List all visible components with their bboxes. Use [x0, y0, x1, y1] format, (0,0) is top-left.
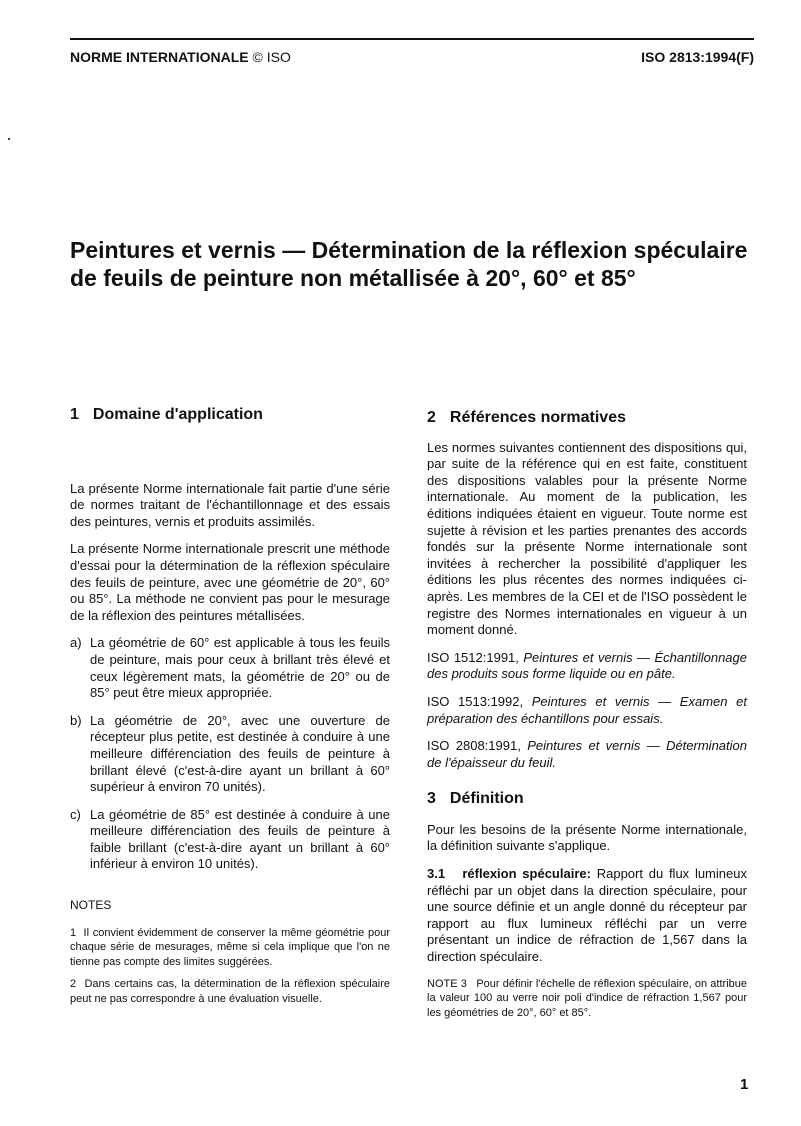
section-3-heading: 3 Définition	[427, 790, 524, 808]
definition-term: réflexion spéculaire:	[462, 866, 591, 882]
normative-reference: ISO 1513:1992, Peintures et vernis — Examen et préparation des échantillons pour essais.	[427, 693, 747, 726]
note-2: 2 Dans certains cas, la détermination de la réflexion spéculaire peut ne pas correspondre à une évaluation visuelle.	[70, 978, 390, 1006]
section-1-para-2: La présente Norme internationale prescrit une méthode d'essai pour la détermination de la réflexion spéculaire des feuils de peinture, avec une géométrie de 20°, 60° ou 85°. La méthode ne convient pas pour le mesurage de la réflexion des peintures métallisées.	[70, 541, 390, 623]
page-header	[70, 38, 754, 65]
section-1-para-1: La présente Norme internationale fait partie d'une série de normes traitant de l'échantillonnage et des essais des peintures, vernis et produits assimilés.	[70, 480, 390, 529]
note-1: 1 Il convient évidemment de conserver la même géométrie pour chaque série de mesurages, même si cela implique que l'on ne tienne pas compte des limites suggérées.	[70, 926, 390, 968]
notes-title: NOTES	[70, 898, 112, 913]
scan-speck	[8, 138, 10, 140]
header-left: NORME INTERNATIONALE © ISO	[70, 49, 291, 65]
page-number: 1	[740, 1076, 749, 1093]
section-3-intro: Pour les besoins de la présente Norme internationale, la définition suivante s'applique.	[427, 821, 747, 854]
definition-3-1: 3.1 réflexion spéculaire: Rapport du flux lumineux réfléchi par un objet dans la direction spéculaire, pour une source définie et un angle donné du récepteur par rapport au flux lumineux réfléchi par un verre présentant un indice de réfraction de 1,567 dans la direction spéculaire.	[427, 866, 747, 965]
document-title: Peintures et vernis — Détermination de la réflexion spéculaire de feuils de peinture non métallisée à 20°, 60° et 85°	[70, 237, 748, 291]
left-column	[70, 407, 390, 1007]
list-item: a) La géométrie de 60° est applicable à tous les feuils de peinture, mais pour ceux à brillant très élevé et ceux légèrement mats, la géométrie de 20° ou de 85° peut être mieux appropriée.	[70, 635, 390, 701]
normative-reference: ISO 2808:1991, Peintures et vernis — Détermination de l'épaisseur du feuil.	[427, 738, 747, 770]
standard-number: ISO 2813:1994(F)	[641, 49, 754, 65]
section-2-heading: 2 Références normatives	[427, 409, 626, 426]
list-item: b) La géométrie de 20°, avec une ouverture de récepteur plus petite, est destinée à conduire à une meilleure différenciation des feuils de peinture à brillant élevé (c'est-à-dire ayant un brillant à 60° supérieur à environ 70 unités).	[70, 712, 390, 795]
right-column	[427, 410, 747, 1020]
section-2-intro: Les normes suivantes contiennent des dispositions qui, par suite de la référence qui en est faite, constituent des dispositions valables pour la présente Norme internationale. Au moment de la publication, les éditions indiquées étaient en vigueur. Toute norme est sujette à révision et les parties prenantes des accords fondés sur la présente Norme internationale sont invitées à rechercher la possibilité d'appliquer les éditions les plus récentes des normes indiquées ci-après. Les membres de la CEI et de l'ISO possèdent le registre des Normes internationales en vigueur à un moment donné.	[427, 439, 747, 638]
list-item: c) La géométrie de 85° est destinée à conduire à une meilleure différenciation des feuils de peinture à faible brillant (c'est-à-dire ayant un brillant à 60° inférieur à environ 10 unités).	[70, 806, 390, 872]
copyright-label: © ISO	[252, 49, 291, 65]
section-1-heading: 1 Domaine d'application	[70, 406, 263, 423]
note-3: NOTE 3 Pour définir l'échelle de réflexion spéculaire, on attribue la valeur 100 au verre noir poli d'indice de réfraction 1,567 pour les géométries de 20°, 60° et 85°.	[427, 977, 747, 1019]
normative-reference: ISO 1512:1991, Peintures et vernis — Échantillonnage des produits sous forme liquide ou en pâte.	[427, 649, 747, 682]
